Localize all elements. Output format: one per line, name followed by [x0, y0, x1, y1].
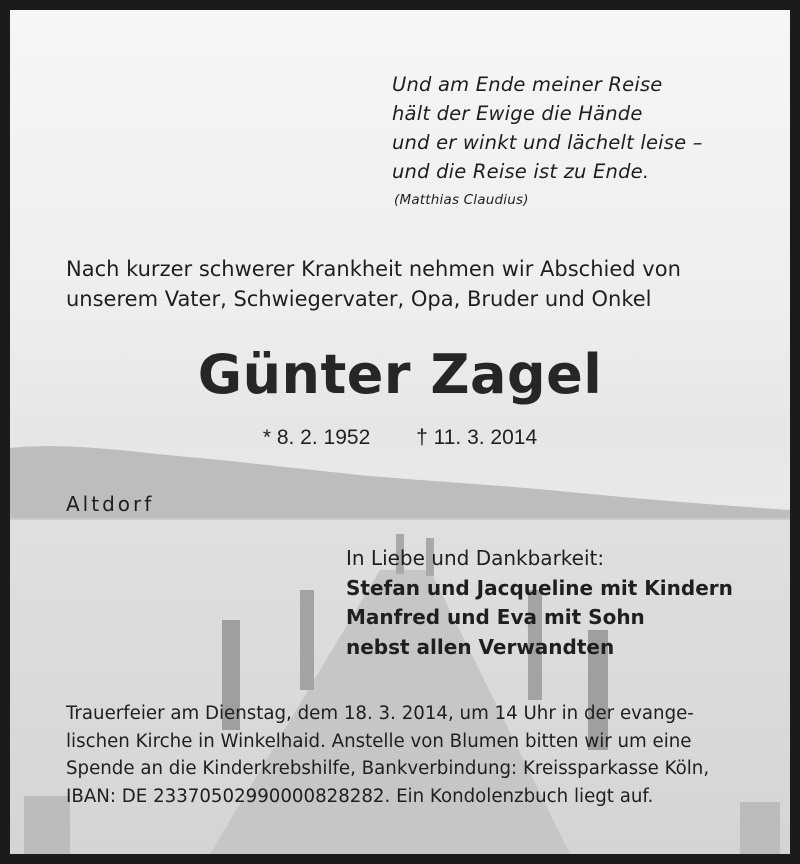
deceased-name: Günter Zagel: [197, 343, 603, 406]
intro-line: unserem Vater, Schwiegervater, Opa, Bruder und Onkel: [66, 287, 652, 311]
intro-line: Nach kurzer schwerer Krankheit nehmen wir Abschied von: [66, 257, 681, 281]
birth-date: * 8. 2. 1952: [262, 426, 371, 449]
mourner-line: nebst allen Verwandten: [346, 634, 615, 659]
funeral-line: IBAN: DE 23370502990000828282. Ein Kondolenzbuch liegt auf.: [66, 785, 654, 807]
hometown: Altdorf: [66, 492, 155, 516]
poem-line: Und am Ende meiner Reise: [392, 73, 663, 96]
mourners-list: [346, 544, 733, 662]
death-date: † 11. 3. 2014: [416, 426, 538, 449]
intro-text: [66, 254, 746, 314]
poem-line: hält der Ewige die Hände: [392, 102, 643, 125]
poem-quote: [392, 70, 703, 211]
life-dates: [10, 424, 790, 452]
notice-content: [10, 10, 790, 854]
funeral-line: Spende an die Kinderkrebshilfe, Bankverbindung: Kreissparkasse Köln,: [66, 758, 710, 779]
poem-line: und die Reise ist zu Ende.: [392, 160, 650, 183]
funeral-line: lischen Kirche in Winkelhaid. Anstelle von Blumen bitten wir um eine: [66, 730, 692, 752]
poem-author: (Matthias Claudius): [394, 192, 529, 208]
poem-line: und er winkt und lächelt leise –: [392, 131, 703, 154]
funeral-details: [66, 700, 709, 810]
mourner-line: Manfred und Eva mit Sohn: [346, 605, 645, 629]
mourner-line: Stefan und Jacqueline mit Kindern: [346, 575, 733, 600]
funeral-line: Trauerfeier am Dienstag, dem 18. 3. 2014, um 14 Uhr in der evange-: [66, 703, 694, 724]
mourners-intro: In Liebe und Dankbarkeit:: [346, 546, 605, 570]
